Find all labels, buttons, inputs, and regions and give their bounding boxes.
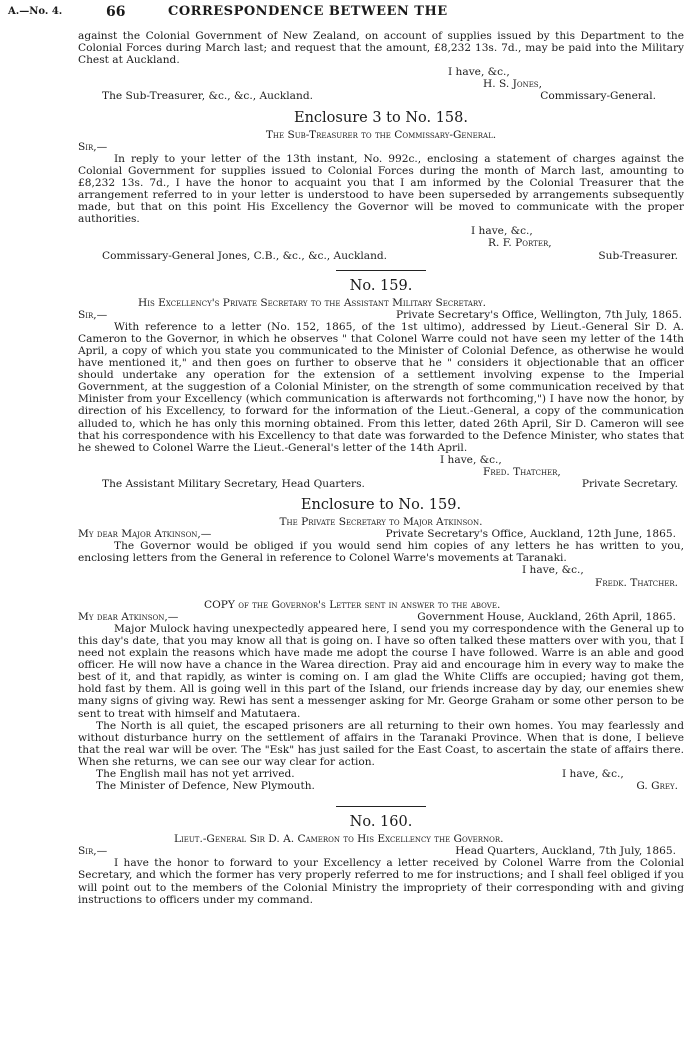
letter-paragraph: The North is all quiet, the escaped prisoners are all returning to their own homes. You may fearlessly and without disturbance hurry on the settlement of affairs in the Taranaki Province. When that is done, I believe that the real war will be over. The "Esk" has just sailed for the East Coast, to ascertain the state of affairs there. When she returns, we can see our way clear for action. <box>78 719 684 768</box>
page-body <box>78 30 684 906</box>
section-heading: Enclosure to No. 159. <box>300 497 462 514</box>
addressee: The Sub-Treasurer, &c., &c., Auckland. <box>102 90 313 103</box>
signature-line <box>78 237 684 249</box>
closing-line <box>78 454 684 466</box>
section-subheading: Lieut.-General Sir D. A. Cameron to His Excellency the Governor. <box>174 833 504 846</box>
signatory-role: Private Secretary. <box>581 478 678 490</box>
signature-line <box>78 577 684 589</box>
closing-line <box>78 66 684 78</box>
signature-line <box>78 466 684 478</box>
salutation: My dear Major Atkinson,— <box>78 528 212 541</box>
signatory: R. F. Porter, <box>488 237 552 250</box>
closing-formula: I have, &c., <box>448 66 510 79</box>
postscript: The English mail has not yet arrived. <box>96 767 295 780</box>
closing-line <box>78 564 684 576</box>
salutation: My dear Atkinson,— <box>78 610 179 623</box>
letter-place-date: Head Quarters, Auckland, 7th July, 1865. <box>455 845 676 858</box>
letter-place-date: Private Secretary's Office, Auckland, 12th June, 1865. <box>385 528 676 541</box>
page-header <box>8 6 690 24</box>
letter-place-date: Government House, Auckland, 26th April, 1865. <box>417 610 676 623</box>
paper-reference: A.—No. 4. <box>8 6 63 17</box>
addressee-line <box>78 250 684 262</box>
addressee: The Assistant Military Secretary, Head Quarters. <box>102 478 365 490</box>
section-divider <box>336 806 426 807</box>
section-heading: No. 160. <box>349 814 413 831</box>
letter-paragraph: I have the honor to forward to your Excellency a letter received by Colonel Warre from the Colonial Secretary, and which the former has very properly referred to me for instructions; and I shall feel obliged if you will point out to the members of the Colonial Ministry the impropriety of their corresponding with and giving instructions to officers under my command. <box>78 857 684 906</box>
salutation-line <box>78 611 684 623</box>
addressee-line <box>78 90 684 102</box>
salutation-line <box>78 845 684 857</box>
signatory-role: Commissary-General. <box>540 90 656 103</box>
section-subheading: The Sub-Treasurer to the Commissary-General. <box>265 128 497 141</box>
addressee: The Minister of Defence, New Plymouth. <box>96 780 315 793</box>
closing-line <box>78 225 684 237</box>
page-number: 66 <box>106 4 126 20</box>
letter-paragraph: In reply to your letter of the 13th instant, No. 992c., enclosing a statement of charges against the Colonial Government for supplies issued to Colonial Forces during the month of March last, amounting to £8,232 13s. 7d., I have the honor to acquaint you that I am informed by the Colonial Treasurer that the arrangement referred to in your letter is understood to have been superseded by arrangements subsequently made, but that on this point His Excellency the Governor will be moved to communicate with the proper authorities. <box>78 152 684 226</box>
letter-place-date: Private Secretary's Office, Wellington, 7th July, 1865. <box>396 308 682 321</box>
section-divider <box>336 270 426 271</box>
running-title: CORRESPONDENCE BETWEEN THE <box>168 4 448 19</box>
letter-paragraph: Major Mulock having unexpectedly appeared here, I send you my correspondence with the General up to this day's date, that you may know all that is going on. I have so often talked these matters over with you, that I need not explain the reasons which have made me adopt the course I have followed. Warre is an able and good officer. He will now have a chance in the Warea direction. Pray aid and encourage him in every way to make the best of it, and that rapidly, as winter is coming on. I am glad the White Cliffs are occupied; having got them, hold fast by them. All is going well in this part of the Island, our friends increase day by day, our enemies shew many signs of giving way. Rewi has sent a messenger asking for Mr. George Graham or some other person to be sent to treat with himself and Matutaera. <box>78 622 684 720</box>
salutation-line <box>78 528 684 540</box>
salutation: Sir,— <box>78 845 108 858</box>
closing-formula: I have, &c., <box>522 564 584 577</box>
salutation: Sir,— <box>78 308 108 321</box>
signatory: Fredk. Thatcher. <box>594 576 678 589</box>
closing-line <box>78 768 684 780</box>
section-subheading: The Private Secretary to Major Atkinson. <box>279 516 483 529</box>
letter-paragraph: The Governor would be obliged if you would send him copies of any letters he has written to you, enclosing letters from the General in reference to Colonel Warre's movements at Taranaki. <box>78 540 684 565</box>
signature-line <box>78 78 684 90</box>
section-heading: Enclosure 3 to No. 158. <box>294 109 468 126</box>
salutation: Sir,— <box>78 140 108 153</box>
signatory: H. S. Jones, <box>483 78 542 91</box>
continued-paragraph: against the Colonial Government of New Zealand, on account of supplies issued by this Department to the Colonial Forces during March last; and request that the amount, £8,232 13s. 7d., may be paid into the Military Chest at Auckland. <box>78 30 684 67</box>
addressee-line <box>78 780 684 792</box>
section-subheading: COPY of the Governor's Letter sent in answer to the above. <box>204 598 501 611</box>
signatory: Fred. Thatcher, <box>483 465 561 478</box>
addressee-line <box>78 478 684 490</box>
letter-paragraph: With reference to a letter (No. 152, 1865, of the 1st ultimo), addressed by Lieut.-General Sir D. A. Cameron to the Governor, in which he observes " that Colonel Warre could not have seen my letter of the 14th April, a copy of which you state you communicated to the Minister of Colonial Defence, as otherwise he would have mentioned it," and then goes on further to observe that he " considers it objectionable that an officer should undertake any operation for the extension of a settlement involving expense to the Imperial Government, at the suggestion of a Colonial Minister, on the strength of some communication received by that Minister from your Excellency (which communication is afterwards not forthcoming,") I have now the honor, by direction of his Excellency, to forward for the information of the Lieut.-General, a copy of the communication alluded to, which he has only this morning obtained. From this letter, dated 26th April, Sir D. Cameron will see that his correspondence with his Excellency to that date was forwarded to the Defence Minister, who states that he shewed to Colonel Warre the Lieut.-General's letter of the 14th April. <box>78 320 684 454</box>
closing-formula: I have, &c., <box>562 767 624 780</box>
section-subheading: His Excellency's Private Secretary to the Assistant Military Secretary. <box>138 296 486 309</box>
salutation-line <box>78 309 684 321</box>
closing-formula: I have, &c., <box>471 225 533 238</box>
signatory: G. Grey. <box>636 780 678 793</box>
addressee: Commissary-General Jones, C.B., &c., &c., Auckland. <box>102 249 388 262</box>
signatory-role: Sub-Treasurer. <box>598 249 678 262</box>
closing-formula: I have, &c., <box>440 453 502 466</box>
section-heading: No. 159. <box>349 277 413 294</box>
